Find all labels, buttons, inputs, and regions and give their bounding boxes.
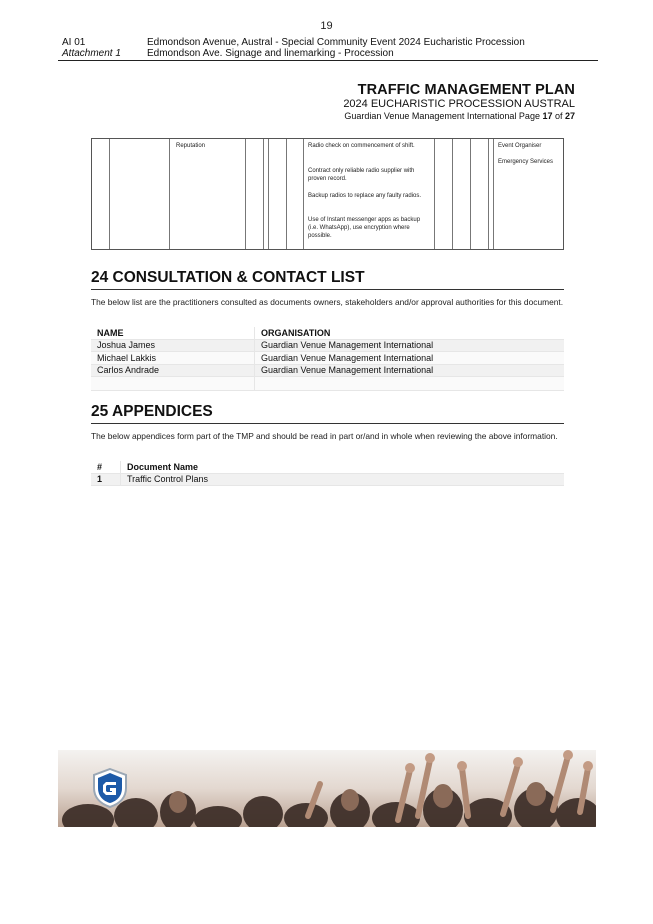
header-attachment-title: Edmondson Ave. Signage and linemarking - Procession <box>147 48 394 59</box>
contact-organisation: Guardian Venue Management International <box>255 364 565 377</box>
contact-name: Michael Lakkis <box>91 352 255 365</box>
contact-row <box>91 352 564 365</box>
document-page-line <box>344 111 575 121</box>
header-event-title: Edmondson Avenue, Austral - Special Community Event 2024 Eucharistic Procession <box>147 37 525 48</box>
contact-row <box>91 339 564 352</box>
appendix-document-name: Traffic Control Plans <box>121 473 565 486</box>
risk-table-column-divider <box>268 139 269 249</box>
organisation-column-header: ORGANISATION <box>255 327 565 339</box>
control-measure-3: Backup radios to replace any faulty radios. <box>308 193 422 199</box>
contact-name: Joshua James <box>91 339 255 352</box>
risk-table-column-divider <box>169 139 170 249</box>
contact-row-empty <box>91 377 564 391</box>
risk-table-column-divider <box>109 139 110 249</box>
document-subtitle: 2024 EUCHARISTIC PROCESSION AUSTRAL <box>343 98 575 110</box>
attachment-label: Attachment 1 <box>62 48 121 59</box>
crowd-image <box>58 750 596 827</box>
contact-table <box>91 327 564 391</box>
section-25-title: 25 APPENDICES <box>91 403 213 420</box>
page-line-current: 17 <box>542 111 553 121</box>
risk-table-column-divider <box>452 139 453 249</box>
page-line-prefix: Guardian Venue Management International Page <box>344 111 543 121</box>
risk-table-column-divider <box>286 139 287 249</box>
risk-table-column-divider <box>493 139 494 249</box>
contact-name: Carlos Andrade <box>91 364 255 377</box>
document-name-column-header: Document Name <box>121 461 565 473</box>
control-measure-4: Use of Instant messenger apps as backup (i.e. WhatsApp), use encryption where possible. <box>308 217 421 239</box>
footer-crowd-banner <box>58 750 596 827</box>
responsible-party-2: Emergency Services <box>498 159 554 165</box>
page-line-total: 27 <box>564 111 575 121</box>
responsible-party-1: Event Organiser <box>498 143 542 149</box>
empty-cell <box>91 377 255 391</box>
risk-table-fragment <box>91 138 564 250</box>
risk-table-column-divider <box>303 139 304 249</box>
control-measure-1: Radio check on commencement of shift. <box>308 143 415 149</box>
header-divider <box>58 60 598 61</box>
appendix-table-header-row <box>91 461 564 473</box>
control-measure-2: Contract only reliable radio supplier with proven record. <box>308 168 415 182</box>
name-column-header: NAME <box>91 327 255 339</box>
empty-cell <box>255 377 565 391</box>
section-25-divider <box>91 423 564 424</box>
appendix-table <box>91 461 564 486</box>
document-title: TRAFFIC MANAGEMENT PLAN <box>357 82 575 98</box>
risk-table-column-divider <box>263 139 264 249</box>
risk-table-column-divider <box>470 139 471 249</box>
section-24-divider <box>91 289 564 290</box>
page-line-of: of <box>552 111 565 121</box>
risk-table-column-divider <box>488 139 489 249</box>
section-24-intro: The below list are the practitioners consulted as documents owners, stakeholders and/or approval authorities for this document. <box>91 297 564 307</box>
appendix-row <box>91 473 564 486</box>
risk-category-cell: Reputation <box>176 143 206 149</box>
risk-table-column-divider <box>245 139 246 249</box>
page-number: 19 <box>320 20 333 32</box>
contact-organisation: Guardian Venue Management International <box>255 339 565 352</box>
guardian-shield-logo-icon <box>92 768 128 808</box>
agenda-item-label: AI 01 <box>62 37 86 48</box>
contact-organisation: Guardian Venue Management International <box>255 352 565 365</box>
number-column-header: # <box>91 461 121 473</box>
section-24-title: 24 CONSULTATION & CONTACT LIST <box>91 269 365 286</box>
appendix-number: 1 <box>91 473 121 486</box>
risk-table-column-divider <box>434 139 435 249</box>
section-25-intro: The below appendices form part of the TMP and should be read in part or/and in whole when reviewing the above information. <box>91 431 558 441</box>
contact-table-header-row <box>91 327 564 339</box>
contact-row <box>91 364 564 377</box>
